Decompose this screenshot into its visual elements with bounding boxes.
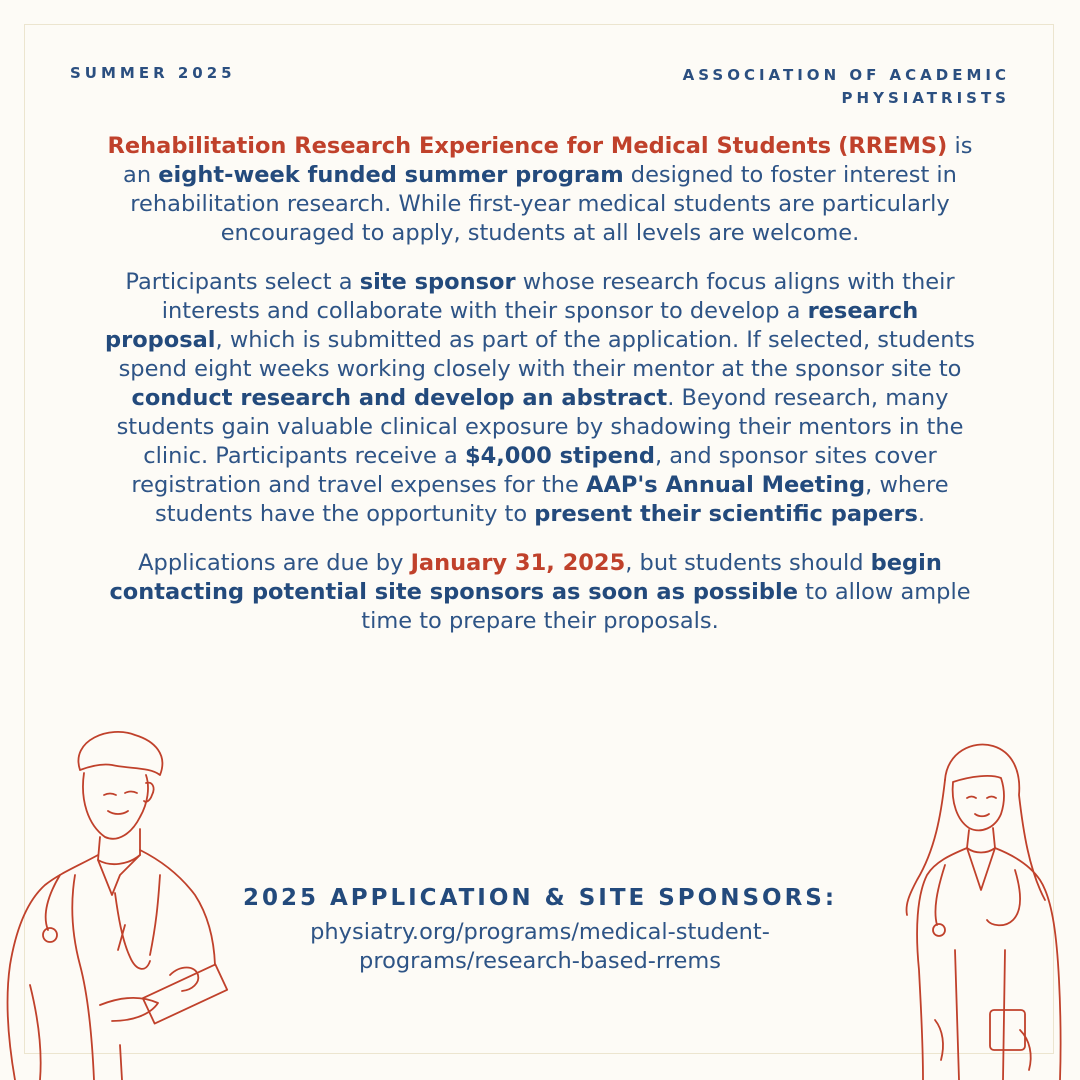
intro-highlight: eight-week funded summer program	[158, 162, 624, 188]
details-text-6: , where students have the opportunity to	[154, 472, 949, 527]
org-name-line1: ASSOCIATION OF ACADEMIC	[682, 66, 1010, 84]
details-text-4: . Beyond research, many students gain valuable clinical exposure by shadowing their mentors in the clinic. Participants receive a	[116, 385, 964, 469]
present-papers-highlight: present their scientific papers	[534, 501, 918, 527]
body-text	[105, 132, 975, 656]
org-name	[590, 64, 1010, 110]
female-doctor-illustration	[895, 740, 1080, 1080]
male-doctor-illustration	[0, 725, 235, 1080]
org-name-line2: PHYSIATRISTS	[841, 89, 1010, 107]
annual-meeting-highlight: AAP's Annual Meeting	[586, 472, 866, 498]
details-paragraph	[105, 268, 975, 529]
intro-paragraph	[105, 132, 975, 248]
intro-text-2: designed to foster interest in rehabilitation research. While first-year medical students are particularly encouraged to apply, students at all levels are welcome.	[130, 162, 957, 246]
program-name: Rehabilitation Research Experience for Medical Students	[107, 133, 831, 159]
deadline-text-2: , but students should	[625, 550, 871, 576]
program-url[interactable]: physiatry.org/programs/medical-student-programs/research-based-rrems	[310, 919, 770, 974]
stipend-highlight: $4,000 stipend	[464, 443, 655, 469]
details-text-3: , which is submitted as part of the application. If selected, students spend eight weeks working closely with their mentor at the sponsor site to	[118, 327, 976, 382]
site-sponsor-highlight: site sponsor	[359, 269, 516, 295]
conduct-research-highlight: conduct research and develop an abstract	[131, 385, 668, 411]
details-text-7: .	[917, 501, 926, 527]
cta-title: 2025 APPLICATION & SITE SPONSORS:	[242, 885, 838, 911]
deadline-text-3: to allow ample time to prepare their proposals.	[361, 579, 971, 634]
details-text-5: , and sponsor sites cover registration and travel expenses for the	[131, 443, 937, 498]
deadline-paragraph	[105, 549, 975, 636]
deadline-text-1: Applications are due by	[138, 550, 411, 576]
research-proposal-highlight: research proposal	[105, 298, 919, 353]
deadline-date: January 31, 2025	[410, 550, 626, 576]
program-acronym: (RREMS)	[838, 133, 948, 159]
details-text-1: Participants select a	[125, 269, 360, 295]
details-text-2: whose research focus aligns with their interests and collaborate with their sponsor to develop a	[161, 269, 955, 324]
call-to-action	[180, 882, 900, 976]
intro-text-1: is an	[123, 133, 973, 188]
season-label: SUMMER 2025	[70, 64, 236, 82]
contact-sponsors-highlight: begin contacting potential site sponsors as soon as possible	[109, 550, 942, 605]
